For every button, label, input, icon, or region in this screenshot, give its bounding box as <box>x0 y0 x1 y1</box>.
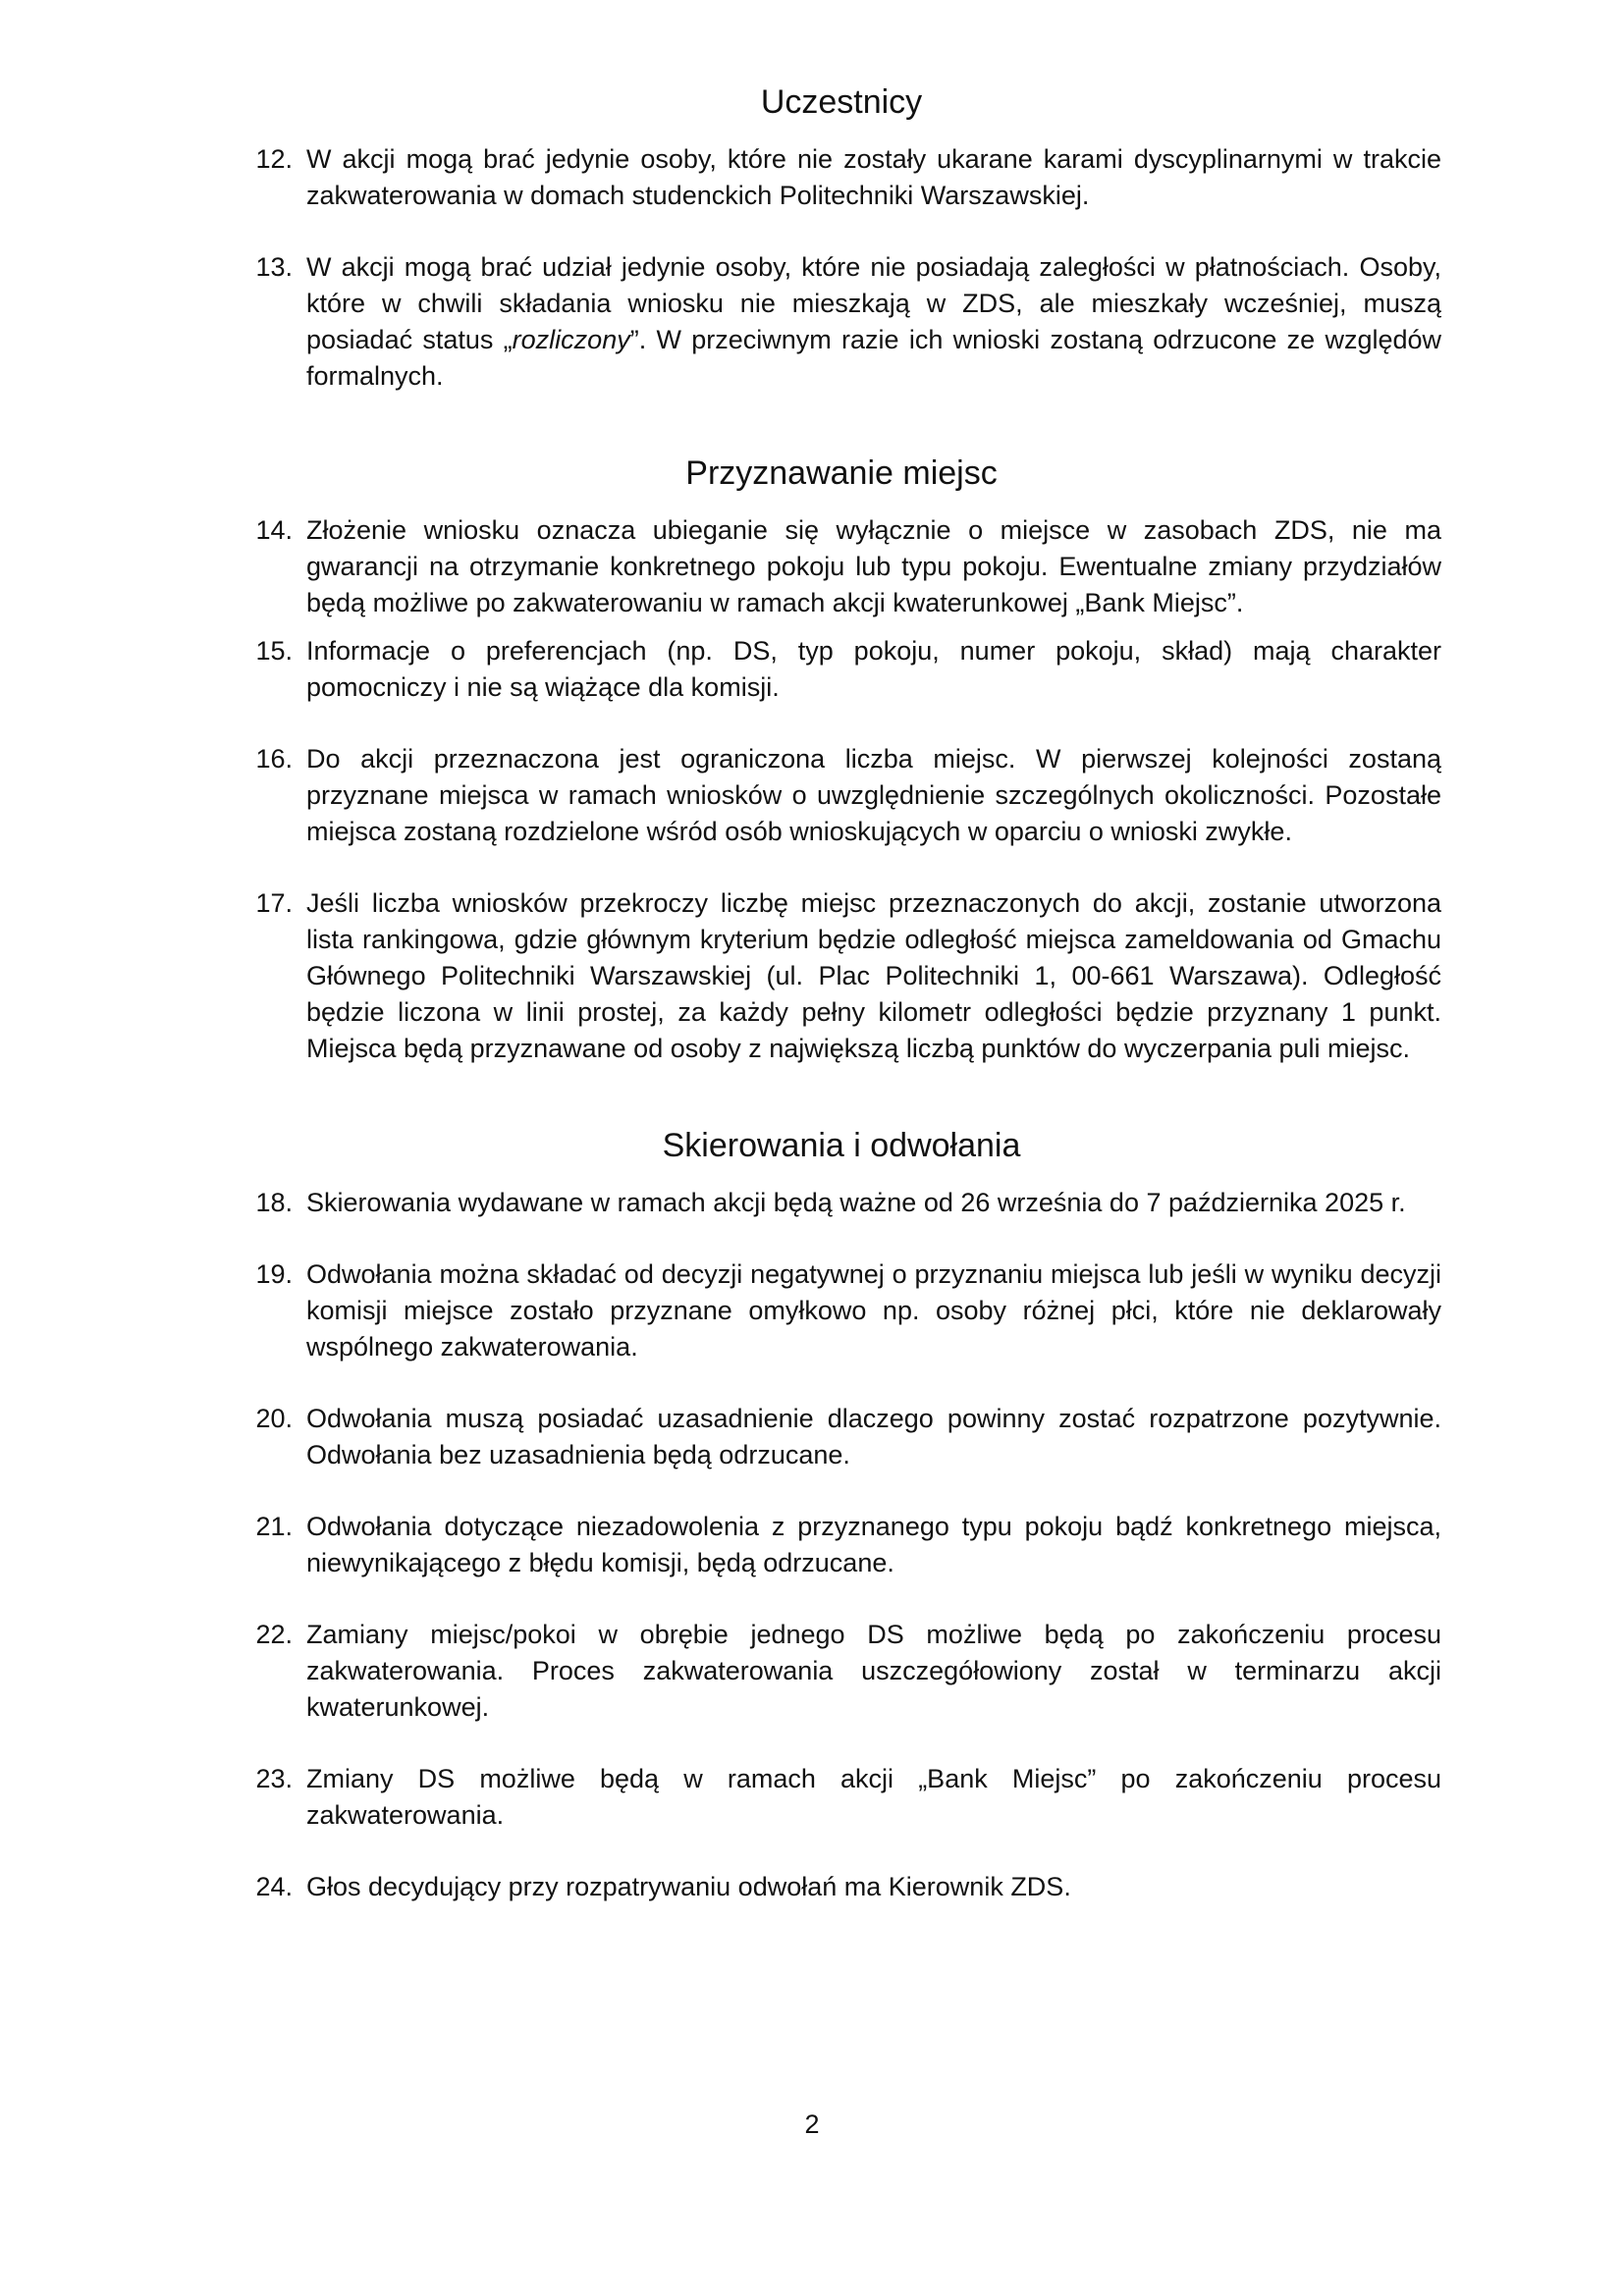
item-text: Do akcji przeznaczona jest ograniczona liczba miejsc. W pierwszej kolejności zostaną przyznane miejsca w ramach wniosków o uwzględnienie szczególnych okoliczności. Pozostałe miejsca zostaną rozdzielone wśród osób wnioskujących w oparciu o wnioski zwykłe. <box>306 744 1441 846</box>
item-text: Zmiany DS możliwe będą w ramach akcji „Bank Miejsc” po zakończeniu procesu zakwaterowania. <box>306 1764 1441 1830</box>
list-item-14 <box>242 512 1441 621</box>
item-number: 19. <box>255 1259 293 1289</box>
item-text: Skierowania wydawane w ramach akcji będą ważne od 26 września do 7 października 2025 r. <box>306 1188 1406 1217</box>
section-title-przyznawanie: Przyznawanie miejsc <box>685 454 998 492</box>
list-item-20 <box>242 1401 1441 1473</box>
list-item-24 <box>242 1869 1441 1905</box>
item-text: Odwołania można składać od decyzji negatywnej o przyznaniu miejsca lub jeśli w wyniku decyzji komisji miejsce zostało przyznane omyłkowo np. osoby różnej płci, które nie deklarowały wspólnego zakwaterowania. <box>306 1259 1441 1362</box>
item-text-part: W akcji mogą brać udział jedynie osoby, które nie posiadają zaległości w płatnościach. Osoby, które w chwili składania wniosku nie mieszkają w ZDS, ale mieszkały wcześniej, muszą posiadać status „ <box>306 252 1441 354</box>
list-item-22 <box>242 1617 1441 1726</box>
item-number: 16. <box>255 744 293 774</box>
item-number: 15. <box>255 636 293 666</box>
item-number: 21. <box>255 1512 293 1541</box>
item-number: 20. <box>255 1404 293 1433</box>
item-text: Informacje o preferencjach (np. DS, typ pokoju, numer pokoju, skład) mają charakter pomocniczy i nie są wiążące dla komisji. <box>306 636 1441 702</box>
list-item-15 <box>242 633 1441 706</box>
item-number: 12. <box>255 144 293 174</box>
item-text: W akcji mogą brać jedynie osoby, które nie zostały ukarane karami dyscyplinarnymi w trakcie zakwaterowania w domach studenckich Politechniki Warszawskiej. <box>306 144 1441 210</box>
section-spacer <box>242 430 1441 452</box>
list-item-19 <box>242 1256 1441 1365</box>
item-number: 13. <box>255 252 293 282</box>
item-number: 18. <box>255 1188 293 1217</box>
item-text: Głos decydujący przy rozpatrywaniu odwołań ma Kierownik ZDS. <box>306 1872 1071 1901</box>
list-item-17 <box>242 885 1441 1067</box>
list-item-16 <box>242 741 1441 850</box>
page-content <box>242 80 1441 1941</box>
section-title-skierowania: Skierowania i odwołania <box>662 1127 1021 1164</box>
item-text <box>306 249 1441 395</box>
list-item-18 <box>242 1185 1441 1221</box>
item-text-part: ”. W przeciwnym razie ich wnioski zostaną odrzucone ze względów formalnych. <box>306 325 1442 391</box>
item-text: Złożenie wniosku oznacza ubieganie się wyłącznie o miejsce w zasobach ZDS, nie ma gwarancji na otrzymanie konkretnego pokoju lub typu pokoju. Ewentualne zmiany przydziałów będą możliwe po zakwaterowaniu w ramach akcji kwaterunkowej „Bank Miejsc”. <box>306 515 1441 617</box>
item-text-emphasis: rozliczony <box>512 325 630 354</box>
item-number: 17. <box>255 888 293 918</box>
page-number: 2 <box>804 2109 820 2139</box>
section-spacer <box>242 1102 1441 1124</box>
item-text: Odwołania dotyczące niezadowolenia z przyznanego typu pokoju bądź konkretnego miejsca, niewynikającego z błędu komisji, będą odrzucane. <box>306 1512 1441 1577</box>
item-number: 23. <box>255 1764 293 1793</box>
item-text: Odwołania muszą posiadać uzasadnienie dlaczego powinny zostać rozpatrzone pozytywnie. Odwołania bez uzasadnienia będą odrzucane. <box>306 1404 1441 1469</box>
section-title-uczestnicy: Uczestnicy <box>760 83 923 121</box>
item-number: 14. <box>255 515 293 545</box>
list-item-21 <box>242 1509 1441 1581</box>
list-item-13 <box>242 249 1441 395</box>
list-item-12 <box>242 141 1441 214</box>
item-number: 24. <box>255 1872 293 1901</box>
item-text: Zamiany miejsc/pokoi w obrębie jednego DS możliwe będą po zakończeniu procesu zakwaterowania. Proces zakwaterowania uszczegółowiony został w terminarzu akcji kwaterunkowej. <box>306 1620 1441 1722</box>
item-text: Jeśli liczba wniosków przekroczy liczbę miejsc przeznaczonych do akcji, zostanie utworzona lista rankingowa, gdzie głównym kryterium będzie odległość miejsca zameldowania od Gmachu Głównego Politechniki Warszawskiej (ul. Plac Politechniki 1, 00-661 Warszawa). Odległość będzie liczona w linii prostej, za każdy pełny kilometr odległości będzie przyznany 1 punkt. Miejsca będą przyznawane od osoby z największą liczbą punktów do wyczerpania puli miejsc. <box>306 888 1441 1063</box>
list-item-23 <box>242 1761 1441 1834</box>
item-number: 22. <box>255 1620 293 1649</box>
